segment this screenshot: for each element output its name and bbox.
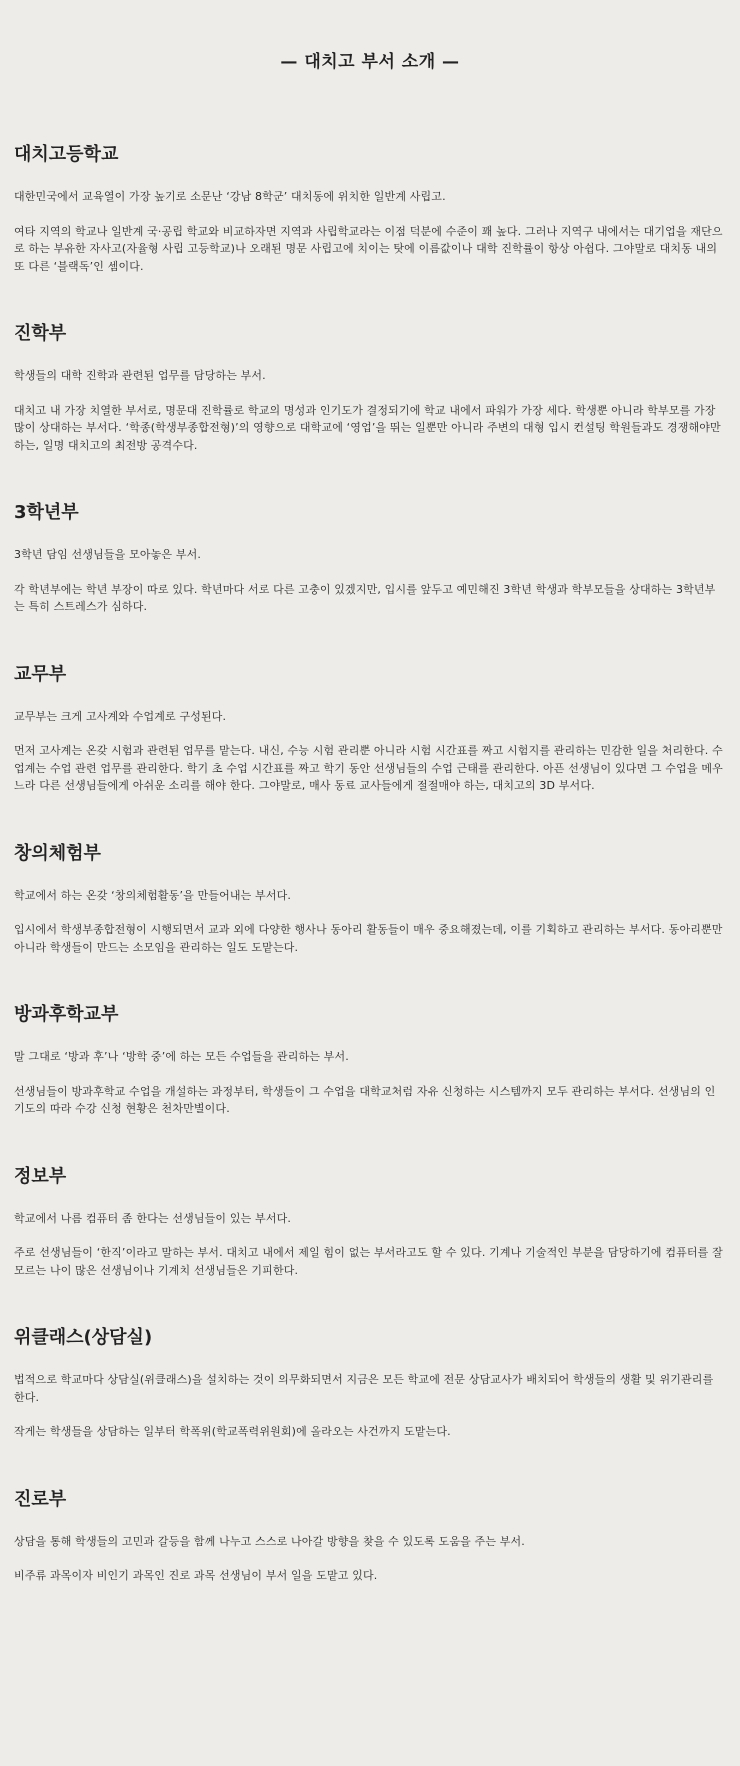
- section-heading: 진학부: [14, 323, 67, 344]
- section-heading: 위클래스(상담실): [14, 1327, 153, 1348]
- section-heading: 3학년부: [14, 502, 79, 523]
- section-body: 비주류 과목이자 비인기 과목인 진로 과목 선생님이 부서 일을 도맡고 있다.: [14, 1569, 378, 1582]
- section-body: 작게는 학생들을 상담하는 일부터 학폭위(학교폭력위원회)에 올라오는 사건까지 도맡는다.: [14, 1425, 451, 1438]
- section-intro: 대한민국에서 교육열이 가장 높기로 소문난 ‘강남 8학군’ 대치동에 위치한 일반계 사립고.: [14, 190, 446, 203]
- section-heading: 창의체험부: [14, 842, 101, 864]
- section-heading: 진로부: [14, 1488, 67, 1510]
- section-body: 각 학년부에는 학년 부장이 따로 있다. 학년마다 서로 다른 고충이 있겠지만, 입시를 앞두고 예민해진 3학년 학생과 학부모들을 상대하는 3학년부는 특히 스트레스가 심하다.: [14, 582, 716, 613]
- section-body: 여타 지역의 학교나 일반계 국·공립 학교와 비교하자면 지역과 사립학교라는 이점 덕분에 수준이 꽤 높다. 그러나 지역구 내에서는 대기업을 재단으로 하는 부유한 자사고(자율형 사립 고등학교)나 오래된 명문 사립고에 치이는 탓에 이름값이나 대학 진학률이 항상 아쉽다. 그야말로 대치동 내의 또 다른 ‘블랙독’인 셈이다.: [14, 224, 723, 273]
- section-wee-class: [14, 1325, 726, 1441]
- section-intro: 법적으로 학교마다 상담실(위클래스)을 설치하는 것이 의무화되면서 지금은 모든 학교에 전문 상담교사가 배치되어 학생들의 생활 및 위기관리를 한다.: [14, 1373, 714, 1404]
- section-body: 입시에서 학생부종합전형이 시행되면서 교과 외에 다양한 행사나 동아리 활동들이 매우 중요해졌는데, 이를 기획하고 관리하는 부서다. 동아리뿐만 아니라 학생들이 만드는 소모임을 관리하는 일도 도맡는다.: [14, 923, 723, 954]
- section-intro: 교무부는 크게 고사계와 수업계로 구성된다.: [14, 709, 227, 723]
- section-intro: 3학년 담임 선생님들을 모아놓은 부서.: [14, 548, 202, 561]
- section-heading: 교무부: [14, 663, 67, 685]
- section-intro: 상담을 통해 학생들의 고민과 갈등을 함께 나누고 스스로 나아갈 방향을 찾을 수 있도록 도움을 주는 부서.: [14, 1534, 525, 1548]
- section-third-grade-dept: [14, 500, 726, 616]
- section-intro: 학교에서 하는 온갖 ‘창의체험활동’을 만들어내는 부서다.: [14, 888, 292, 902]
- section-intro: 말 그대로 ‘방과 후’나 ‘방학 중’에 하는 모든 수업들을 관리하는 부서.: [14, 1050, 349, 1063]
- section-body: 대치고 내 가장 치열한 부서로, 명문대 진학률로 학교의 명성과 인기도가 결정되기에 학교 내에서 파워가 가장 세다. 학생뿐 아니라 학부모를 가장 많이 상대하는 부서다. ‘학종(학생부종합전형)’의 영향으로 대학교에 ‘영업’을 뛰는 일뿐만 아니라 주변의 대형 입시 컨설팅 학원들과도 경쟁해야만 하는, 일명 대치고의 최전방 공격수다.: [14, 403, 721, 452]
- section-intro: 학교에서 나름 컴퓨터 좀 한다는 선생님들이 있는 부서다.: [14, 1211, 292, 1225]
- section-career-dept: [14, 1487, 726, 1585]
- section-after-school-dept: [14, 1002, 726, 1118]
- section-body: 선생님들이 방과후학교 수업을 개설하는 과정부터, 학생들이 그 수업을 대학교처럼 자유 신청하는 시스템까지 모두 관리하는 부서다. 선생님의 인기도의 따라 수강 신청 현황은 천차만별이다.: [14, 1084, 716, 1115]
- section-creative-experience-dept: [14, 841, 726, 957]
- section-heading: 대치고등학교: [14, 144, 119, 165]
- section-daechi-high-school: [14, 142, 726, 275]
- section-admissions-dept: [14, 321, 726, 454]
- section-intro: 학생들의 대학 진학과 관련된 업무를 담당하는 부서.: [14, 369, 266, 382]
- page-title: — 대치고 부서 소개 —: [280, 52, 460, 72]
- section-body: 주로 선생님들이 ‘한직’이라고 말하는 부서. 대치고 내에서 제일 힘이 없는 부서라고도 할 수 있다. 기계나 기술적인 부분을 담당하기에 컴퓨터를 잘 모르는 나이 많은 선생님이나 기계치 선생님들은 기피한다.: [14, 1246, 723, 1277]
- section-heading: 방과후학교부: [14, 1004, 119, 1025]
- section-information-dept: [14, 1164, 726, 1280]
- section-heading: 정보부: [14, 1165, 67, 1187]
- section-academic-affairs-dept: [14, 662, 726, 795]
- section-body: 먼저 고사계는 온갖 시험과 관련된 업무를 맡는다. 내신, 수능 시험 관리뿐 아니라 시험 시간표를 짜고 시험지를 관리하는 민감한 일을 처리한다. 수업계는 수업 관련 업무를 관리한다. 학기 초 수업 시간표를 짜고 학기 동안 선생님들의 수업 근태를 관리한다. 아픈 선생님이 있다면 그 수업을 메우느라 다른 선생님들에게 아쉬운 소리를 해야 한다. 그야말로, 매사 동료 교사들에게 절절매야 하는, 대치고의 3D 부서다.: [14, 744, 723, 792]
